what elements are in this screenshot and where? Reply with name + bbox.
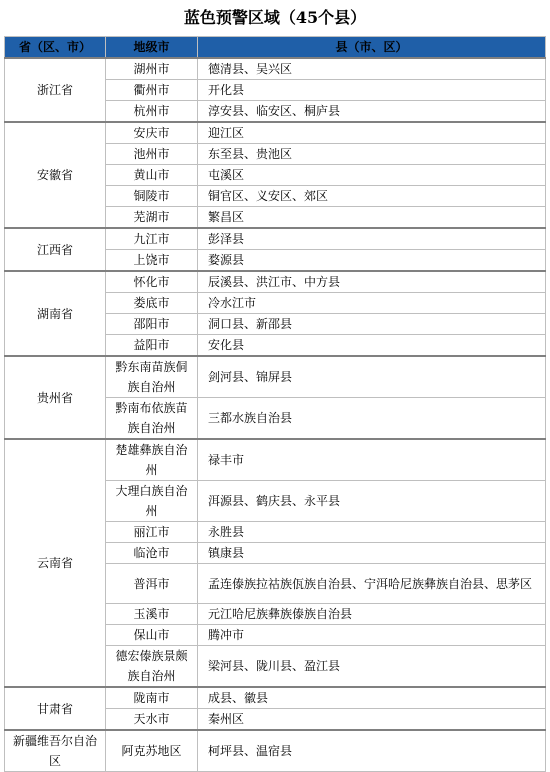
city-cell: 池州市 bbox=[106, 144, 198, 165]
county-cell: 洞口县、新邵县 bbox=[198, 314, 546, 335]
city-cell: 九江市 bbox=[106, 228, 198, 250]
city-cell: 黔南布依族苗族自治州 bbox=[106, 398, 198, 440]
county-cell: 腾冲市 bbox=[198, 625, 546, 646]
city-cell: 上饶市 bbox=[106, 250, 198, 272]
province-cell: 贵州省 bbox=[5, 356, 106, 439]
city-cell: 阿克苏地区 bbox=[106, 730, 198, 772]
table-row bbox=[5, 439, 546, 481]
city-cell: 天水市 bbox=[106, 709, 198, 731]
county-cell: 开化县 bbox=[198, 80, 546, 101]
city-cell: 黔东南苗族侗族自治州 bbox=[106, 356, 198, 398]
county-cell: 孟连傣族拉祜族佤族自治县、宁洱哈尼族彝族自治县、思茅区 bbox=[198, 564, 546, 604]
city-cell: 湖州市 bbox=[106, 58, 198, 80]
county-cell: 铜官区、义安区、郊区 bbox=[198, 186, 546, 207]
city-cell: 德宏傣族景颇族自治州 bbox=[106, 646, 198, 688]
city-cell: 芜湖市 bbox=[106, 207, 198, 229]
county-cell: 永胜县 bbox=[198, 522, 546, 543]
city-cell: 陇南市 bbox=[106, 687, 198, 709]
county-cell: 迎江区 bbox=[198, 122, 546, 144]
county-cell: 秦州区 bbox=[198, 709, 546, 731]
county-cell: 安化县 bbox=[198, 335, 546, 357]
city-cell: 怀化市 bbox=[106, 271, 198, 293]
city-cell: 杭州市 bbox=[106, 101, 198, 123]
province-cell: 江西省 bbox=[5, 228, 106, 271]
province-cell: 甘肃省 bbox=[5, 687, 106, 730]
table-row bbox=[5, 687, 546, 709]
county-cell: 柯坪县、温宿县 bbox=[198, 730, 546, 772]
province-cell: 新疆维吾尔自治区 bbox=[5, 730, 106, 772]
province-cell: 云南省 bbox=[5, 439, 106, 687]
header-city: 地级市 bbox=[106, 37, 198, 59]
county-cell: 辰溪县、洪江市、中方县 bbox=[198, 271, 546, 293]
county-cell: 屯溪区 bbox=[198, 165, 546, 186]
warning-table bbox=[4, 36, 546, 772]
county-cell: 繁昌区 bbox=[198, 207, 546, 229]
city-cell: 大理白族自治州 bbox=[106, 481, 198, 522]
county-cell: 彭泽县 bbox=[198, 228, 546, 250]
city-cell: 邵阳市 bbox=[106, 314, 198, 335]
city-cell: 铜陵市 bbox=[106, 186, 198, 207]
county-cell: 元江哈尼族彝族傣族自治县 bbox=[198, 604, 546, 625]
table-header-row bbox=[5, 37, 546, 59]
page-title: 蓝色预警区域（45个县） bbox=[183, 8, 367, 27]
city-cell: 娄底市 bbox=[106, 293, 198, 314]
county-cell: 镇康县 bbox=[198, 543, 546, 564]
city-cell: 安庆市 bbox=[106, 122, 198, 144]
city-cell: 临沧市 bbox=[106, 543, 198, 564]
header-county: 县（市、区） bbox=[198, 37, 546, 59]
city-cell: 楚雄彝族自治州 bbox=[106, 439, 198, 481]
header-province: 省（区、市） bbox=[5, 37, 106, 59]
province-cell: 浙江省 bbox=[5, 58, 106, 122]
county-cell: 冷水江市 bbox=[198, 293, 546, 314]
table-row bbox=[5, 122, 546, 144]
county-cell: 婺源县 bbox=[198, 250, 546, 272]
city-cell: 玉溪市 bbox=[106, 604, 198, 625]
county-cell: 三都水族自治县 bbox=[198, 398, 546, 440]
province-cell: 安徽省 bbox=[5, 122, 106, 228]
county-cell: 禄丰市 bbox=[198, 439, 546, 481]
table-row bbox=[5, 356, 546, 398]
city-cell: 黄山市 bbox=[106, 165, 198, 186]
table-row bbox=[5, 730, 546, 772]
city-cell: 衢州市 bbox=[106, 80, 198, 101]
table-row bbox=[5, 271, 546, 293]
county-cell: 梁河县、陇川县、盈江县 bbox=[198, 646, 546, 688]
county-cell: 成县、徽县 bbox=[198, 687, 546, 709]
table-row bbox=[5, 228, 546, 250]
county-cell: 东至县、贵池区 bbox=[198, 144, 546, 165]
city-cell: 丽江市 bbox=[106, 522, 198, 543]
county-cell: 淳安县、临安区、桐庐县 bbox=[198, 101, 546, 123]
province-cell: 湖南省 bbox=[5, 271, 106, 356]
county-cell: 剑河县、锦屏县 bbox=[198, 356, 546, 398]
city-cell: 益阳市 bbox=[106, 335, 198, 357]
city-cell: 保山市 bbox=[106, 625, 198, 646]
city-cell: 普洱市 bbox=[106, 564, 198, 604]
table-body bbox=[5, 58, 546, 772]
county-cell: 洱源县、鹤庆县、永平县 bbox=[198, 481, 546, 522]
county-cell: 德清县、吴兴区 bbox=[198, 58, 546, 80]
table-row bbox=[5, 58, 546, 80]
